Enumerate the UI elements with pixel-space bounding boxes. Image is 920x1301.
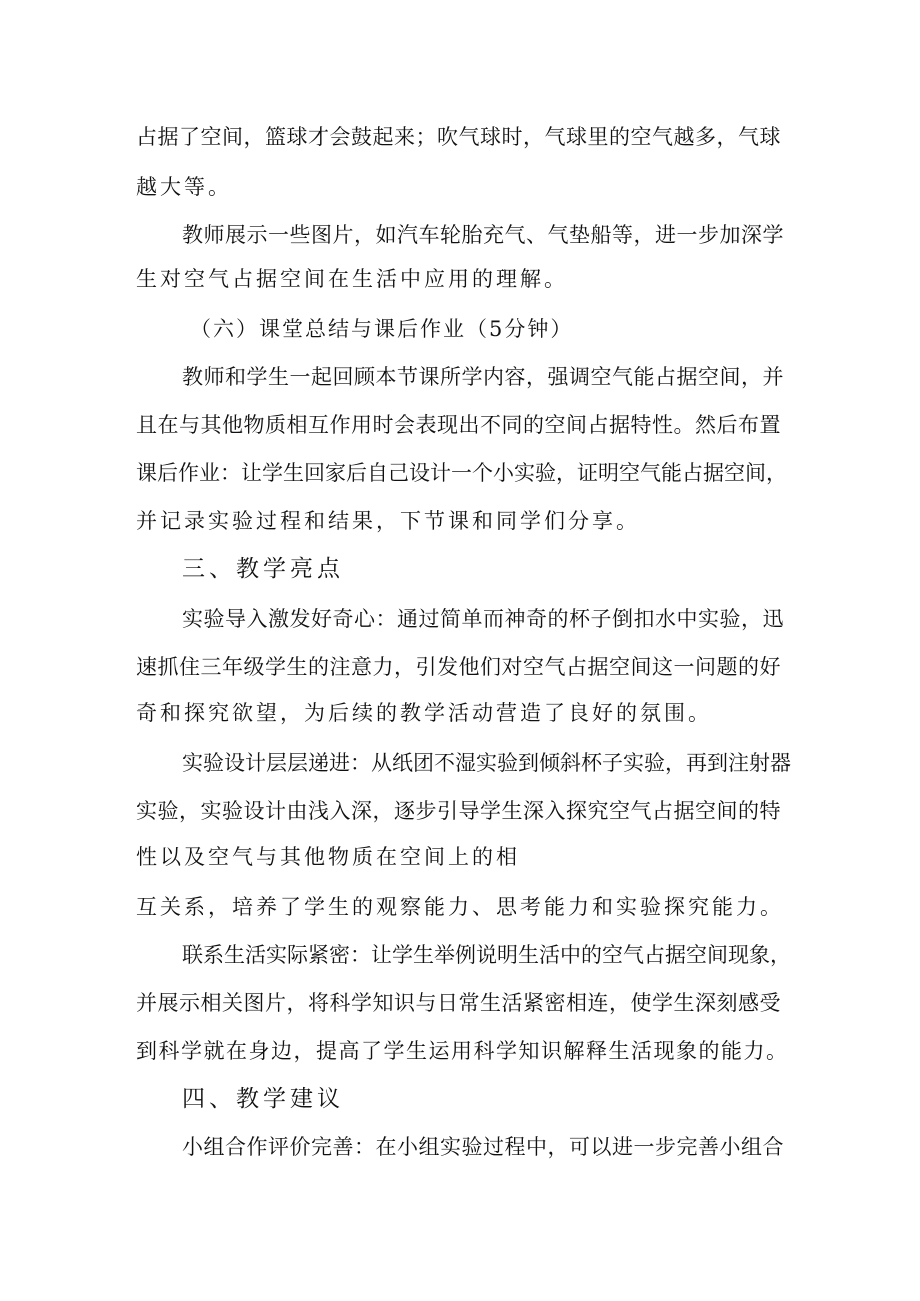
- text-line: 教师和学生一起回顾本节课所学内容，强调空气能占据空间，并: [182, 365, 784, 389]
- text-line: 且在与其他物质相互作用时会表现出不同的空间占据特性。然后布置: [136, 413, 781, 437]
- text-line: 到科学就在身边，提高了学生运用科学知识解释生活现象的能力。: [136, 1039, 789, 1063]
- text-line: 联系生活实际紧密：让学生举例说明生活中的空气占据空间现象，: [182, 943, 791, 967]
- text-line: 生对空气占据空间在生活中应用的理解。: [136, 267, 568, 291]
- text-line: 课后作业：让学生回家后自己设计一个小实验，证明空气能占据空间，: [136, 461, 787, 485]
- text-line: 实验导入激发好奇心：通过简单而神奇的杯子倒扣水中实验，迅: [182, 607, 784, 631]
- section-heading: 四、教学建议: [182, 1086, 344, 1112]
- text-line: 并记录实验过程和结果，下节课和同学们分享。: [136, 509, 640, 533]
- section-heading: 三、教学亮点: [182, 556, 344, 582]
- text-line: 奇和探究欲望，为后续的教学活动营造了良好的氛围。: [136, 701, 712, 725]
- text-line: 并展示相关图片，将科学知识与日常生活紧密相连，使学生深刻感受: [136, 991, 781, 1015]
- text-line: 实验，实验设计由浅入深，逐步引导学生深入探究空气占据空间的特: [136, 799, 781, 823]
- text-line: 互关系，培养了学生的观察能力、思考能力和实验探究能力。: [136, 895, 784, 919]
- text-line: 实验设计层层递进：从纸团不湿实验到倾斜杯子实验，再到注射器: [182, 751, 791, 775]
- text-line: 教师展示一些图片，如汽车轮胎充气、气垫船等，进一步加深学: [182, 223, 784, 247]
- text-line: 占据了空间，篮球才会鼓起来；吹气球时，气球里的空气越多，气球: [136, 125, 781, 149]
- text-line: 速抓住三年级学生的注意力，引发他们对空气占据空间这一问题的好: [136, 655, 781, 679]
- text-line: 小组合作评价完善：在小组实验过程中，可以进一步完善小组合: [182, 1135, 784, 1159]
- text-line: 性以及空气与其他物质在空间上的相: [136, 845, 520, 869]
- section-subheading: （六）课堂总结与课后作业（5分钟）: [190, 317, 574, 341]
- text-line: 越大等。: [136, 175, 232, 199]
